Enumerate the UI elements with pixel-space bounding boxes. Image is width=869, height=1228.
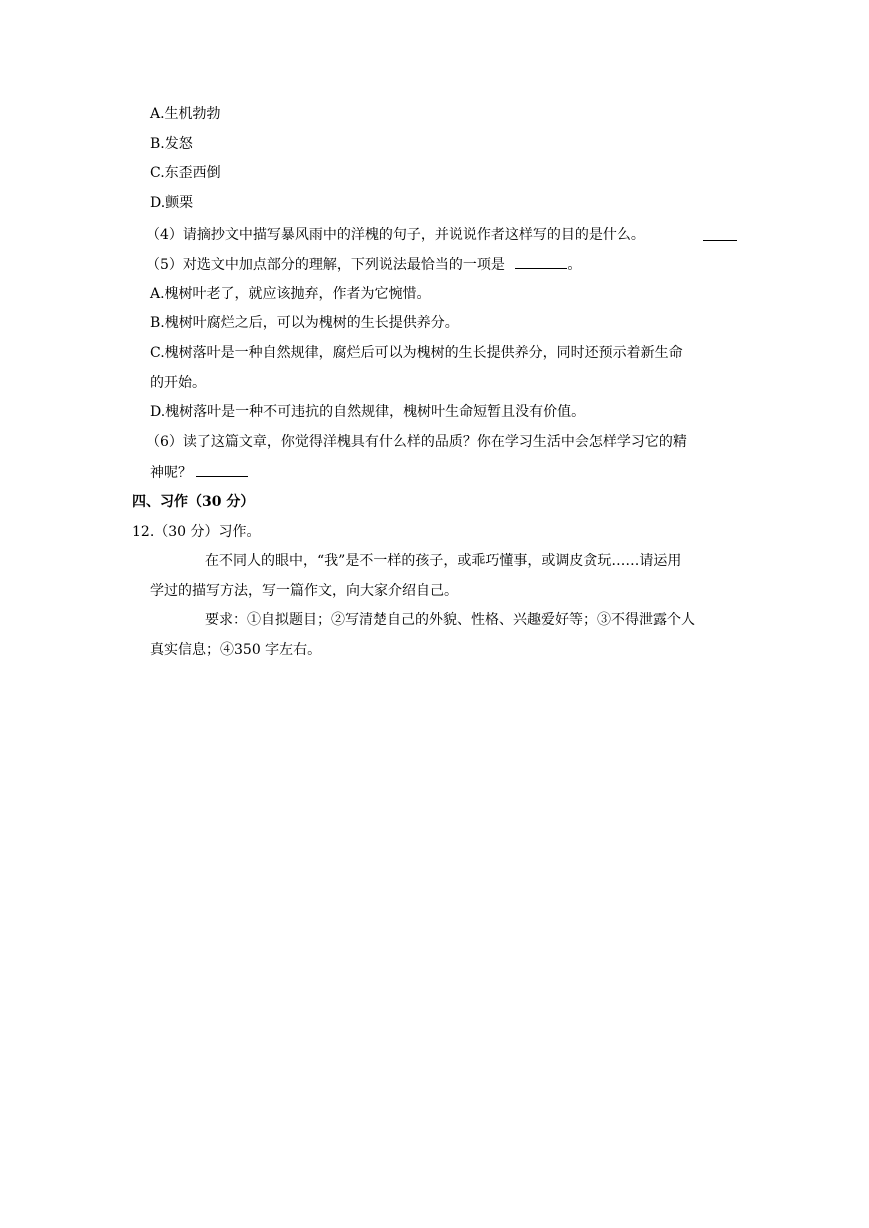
prompt-paragraph-line1: 在不同人的眼中，“我”是不一样的孩子，或乖巧懂事，或调皮贪玩……请运用 [205, 553, 682, 569]
question-6-text: 神呢？ [150, 465, 192, 481]
question-4 [146, 225, 645, 245]
option-c-q5-line1: C.槐树落叶是一种自然规律，腐烂后可以为槐树的生长提供养分，同时还预示着新生命 [150, 345, 683, 361]
option-a-q5: A.槐树叶老了，就应该抛弃，作者为它惋惜。 [150, 286, 431, 302]
question-6-line1: （6）读了这篇文章，你觉得洋槐具有什么样的品质？你在学习生活中会怎样学习它的精 [146, 434, 687, 450]
requirements-line1: 要求：①自拟题目；②写清楚自己的外貌、性格、兴趣爱好等；③不得泄露个人 [205, 612, 695, 628]
question-12-title: 12.（30 分）习作。 [132, 524, 261, 540]
option-a-q3: A.生机勃勃 [150, 106, 221, 122]
question-6-line2 [150, 462, 248, 483]
answer-blank-q6[interactable] [196, 462, 248, 477]
answer-blank-q4[interactable] [703, 226, 737, 241]
option-c-q3: C.东歪西倒 [150, 165, 221, 181]
option-b-q5: B.槐树叶腐烂之后，可以为槐树的生长提供养分。 [150, 315, 459, 331]
question-5-text: （5）对选文中加点部分的理解，下列说法最恰当的一项是 [146, 257, 505, 273]
question-5 [146, 254, 581, 275]
option-d-q3: D.颤栗 [150, 195, 194, 211]
option-b-q3: B.发怒 [150, 136, 193, 152]
prompt-paragraph-line2: 学过的描写方法，写一篇作文，向大家介绍自己。 [150, 583, 458, 599]
option-c-q5-line2: 的开始。 [150, 375, 206, 391]
question-4-text: （4）请摘抄文中描写暴风雨中的洋槐的句子，并说说作者这样写的目的是什么。 [146, 227, 645, 243]
option-d-q5: D.槐树落叶是一种不可违抗的自然规律，槐树叶生命短暂且没有价值。 [150, 404, 586, 420]
requirements-line2: 真实信息；④350 字左右。 [150, 642, 322, 658]
answer-blank-q5[interactable] [515, 254, 567, 269]
section-heading: 四、习作（30 分） [132, 494, 255, 510]
question-5-end: 。 [567, 257, 582, 273]
